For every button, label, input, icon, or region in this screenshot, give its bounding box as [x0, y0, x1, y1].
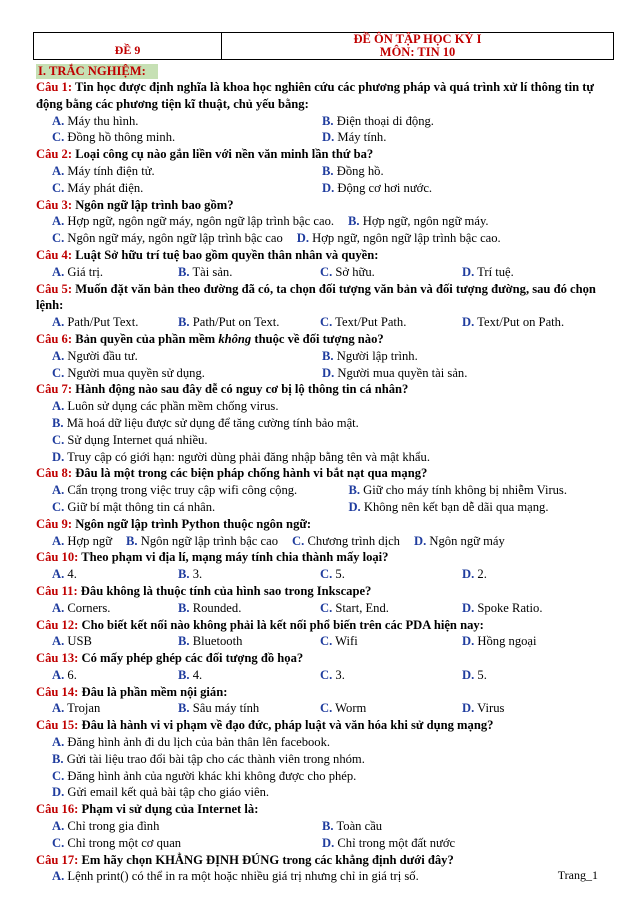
- option-c[interactable]: C. Người mua quyền sử dụng.: [52, 365, 205, 380]
- option-d[interactable]: D. Spoke Ratio.: [462, 600, 543, 615]
- page-number: Trang_1: [557, 868, 598, 882]
- option-d[interactable]: D. Truy cập có giới hạn: người dùng phải đăng nhập bằng tên và mật khẩu.: [52, 449, 430, 464]
- question-number: Câu 13:: [36, 651, 79, 666]
- question-number: Câu 5:: [36, 281, 73, 296]
- question-10: [36, 549, 610, 583]
- option-c[interactable]: C. Giữ bí mật thông tin cá nhân.: [52, 499, 216, 514]
- question-number: Câu 1:: [36, 80, 73, 94]
- option-b[interactable]: B. Ngôn ngữ lập trình bậc cao: [126, 533, 279, 548]
- question-17: [36, 852, 610, 886]
- question-number: Câu 10:: [36, 550, 79, 565]
- option-c[interactable]: C. Sử dụng Internet quá nhiều.: [52, 432, 208, 447]
- option-d[interactable]: D. Text/Put on Path.: [462, 315, 565, 330]
- question-text: Đâu là hành vi vi phạm về đạo đức, pháp luật và văn hóa khi sử dụng mạng?: [81, 718, 494, 733]
- option-b[interactable]: B. 3.: [178, 567, 203, 582]
- question-11: [36, 583, 610, 617]
- option-b[interactable]: B. Đồng hồ.: [322, 163, 384, 178]
- question-9: [36, 516, 610, 550]
- question-7: [36, 381, 610, 465]
- question-text: Ngôn ngữ lập trình Python thuộc ngôn ngữ:: [75, 516, 312, 531]
- option-c[interactable]: C. Máy phát điện.: [52, 180, 144, 195]
- option-c[interactable]: C. Text/Put Path.: [320, 315, 407, 330]
- question-text: Ngôn ngữ lập trình bao gồm?: [75, 197, 234, 212]
- option-d[interactable]: D. Hợp ngữ, ngôn ngữ lập trình bậc cao.: [296, 231, 501, 246]
- option-b[interactable]: B. Gửi tài liệu trao đổi bài tập cho các thành viên trong nhóm.: [52, 751, 365, 766]
- question-1: [36, 79, 610, 146]
- question-text: Hành động nào sau đây dễ có nguy cơ bị lộ thông tin cá nhân?: [75, 382, 409, 397]
- question-number: Câu 17:: [36, 852, 79, 867]
- option-a[interactable]: A. 6.: [52, 667, 77, 682]
- question-number: Câu 16:: [36, 802, 79, 817]
- option-a[interactable]: A. USB: [52, 634, 92, 649]
- option-a[interactable]: A. Đăng hình ảnh đi du lịch của bản thân lên facebook.: [52, 735, 331, 750]
- option-c[interactable]: C. Ngôn ngữ máy, ngôn ngữ lập trình bậc cao: [52, 231, 283, 246]
- question-15: [36, 717, 610, 801]
- option-d[interactable]: D. Virus: [462, 701, 505, 716]
- option-a[interactable]: A. Cẩn trọng trong việc truy cập wifi công cộng.: [52, 483, 298, 498]
- question-number: Câu 12:: [36, 617, 79, 632]
- question-number: Câu 14:: [36, 684, 79, 699]
- option-c[interactable]: C. Đồng hồ thông minh.: [52, 130, 176, 145]
- exam-title-block: [222, 33, 613, 59]
- option-c[interactable]: C. 3.: [320, 667, 345, 682]
- question-16: [36, 801, 610, 851]
- exam-header: [33, 32, 614, 60]
- question-text: Bản quyền của phần mềm không thuộc về đối tượng nào?: [75, 331, 384, 346]
- option-b[interactable]: B. Bluetooth: [178, 634, 243, 649]
- option-b[interactable]: B. Mã hoá dữ liệu được sử dụng để tăng cường tính bảo mật.: [52, 415, 359, 430]
- question-number: Câu 3:: [36, 197, 73, 212]
- option-d[interactable]: D. Trí tuệ.: [462, 264, 514, 279]
- option-a[interactable]: A. Máy thu hình.: [52, 113, 139, 128]
- section-title: I. TRẮC NGHIỆM:: [36, 64, 158, 79]
- option-b[interactable]: B. Giữ cho máy tính không bị nhiễm Virus.: [348, 483, 567, 498]
- question-5: [36, 281, 610, 331]
- option-c[interactable]: C. Đăng hình ảnh của người khác khi không được cho phép.: [52, 768, 357, 783]
- question-number: Câu 4:: [36, 247, 73, 262]
- exam-title: ĐỀ ÔN TẬP HỌC KỲ I: [353, 32, 482, 46]
- option-d[interactable]: D. Hồng ngoại: [462, 634, 537, 649]
- option-a[interactable]: A. Path/Put Text.: [52, 315, 139, 330]
- question-text: Có mấy phép ghép các đối tượng đồ họa?: [81, 651, 304, 666]
- option-d[interactable]: D. Máy tính.: [322, 130, 387, 145]
- option-c[interactable]: C. Sở hữu.: [320, 264, 375, 279]
- option-a[interactable]: A. Luôn sử dụng các phần mềm chống virus.: [52, 399, 279, 414]
- question-number: Câu 6:: [36, 331, 73, 346]
- option-a[interactable]: A. Hợp ngữ, ngôn ngữ máy, ngôn ngữ lập trình bậc cao.: [52, 214, 335, 229]
- exam-content: [36, 64, 610, 885]
- question-text: Phạm vi sử dụng của Internet là:: [81, 802, 259, 817]
- option-a[interactable]: A. Lệnh print() có thể in ra một hoặc nhiều giá trị nhưng chỉ in giá trị số.: [52, 869, 419, 884]
- option-b[interactable]: B. Sâu máy tính: [178, 701, 260, 716]
- question-13: [36, 650, 610, 684]
- question-14: [36, 684, 610, 718]
- option-a[interactable]: A. Chỉ trong gia đình: [52, 819, 160, 834]
- option-d[interactable]: D. Người mua quyền tài sản.: [322, 365, 468, 380]
- option-d[interactable]: D. 5.: [462, 667, 487, 682]
- question-6: [36, 331, 610, 381]
- option-a[interactable]: A. Giá trị.: [52, 264, 104, 279]
- option-d[interactable]: D. Ngôn ngữ máy: [413, 533, 505, 548]
- option-a[interactable]: A. Corners.: [52, 600, 111, 615]
- option-b[interactable]: B. Tài sản.: [178, 264, 233, 279]
- option-c[interactable]: C. Chương trình dịch: [292, 533, 400, 548]
- option-a[interactable]: A. Hợp ngữ: [52, 533, 113, 548]
- option-b[interactable]: B. Hợp ngữ, ngôn ngữ máy.: [348, 214, 489, 229]
- question-text: Loại công cụ nào gắn liền với nền văn minh lần thứ ba?: [75, 147, 374, 162]
- option-d[interactable]: D. Động cơ hơi nước.: [322, 180, 433, 195]
- question-8: [36, 465, 610, 515]
- option-a[interactable]: A. Người đầu tư.: [52, 348, 138, 363]
- question-number: Câu 7:: [36, 382, 73, 397]
- question-text: Cho biết kết nối nào không phải là kết nối phổ biến trên các PDA hiện nay:: [81, 617, 484, 632]
- question-text: Đâu là một trong các biện pháp chống hành vi bắt nạt qua mạng?: [75, 466, 428, 481]
- question-number: Câu 8:: [36, 466, 73, 481]
- option-d[interactable]: D. Chỉ trong một đất nước: [322, 835, 456, 850]
- option-c[interactable]: C. 5.: [320, 567, 345, 582]
- question-4: [36, 247, 610, 281]
- exam-code: ĐỀ 9: [34, 33, 222, 59]
- option-d[interactable]: D. Không nên kết bạn dễ dãi qua mạng.: [348, 499, 549, 514]
- option-b[interactable]: B. Rounded.: [178, 600, 242, 615]
- option-a[interactable]: A. Máy tính điện tử.: [52, 163, 155, 178]
- question-text: Luật Sở hữu trí tuệ bao gồm quyền thân nhân và quyền:: [75, 247, 379, 262]
- option-c[interactable]: C. Wifi: [320, 634, 358, 649]
- question-text: Tin học được định nghĩa là khoa học nghiên cứu các phương pháp và quá trình xử lí thông tin tự động bằng các phương tiện kĩ thuật, chủ yếu bằng:: [36, 80, 594, 111]
- question-text: Em hãy chọn KHẲNG ĐỊNH ĐÚNG trong các khẳng định dưới đây?: [81, 852, 454, 867]
- option-b[interactable]: B. Người lập trình.: [322, 348, 418, 363]
- option-c[interactable]: C. Chỉ trong một cơ quan: [52, 835, 182, 850]
- question-number: Câu 2:: [36, 147, 73, 162]
- option-a[interactable]: A. Trojan: [52, 701, 101, 716]
- question-number: Câu 15:: [36, 718, 79, 733]
- option-b[interactable]: B. Toàn cầu: [322, 819, 383, 834]
- option-b[interactable]: B. 4.: [178, 667, 203, 682]
- option-a[interactable]: A. 4.: [52, 567, 77, 582]
- question-number: Câu 9:: [36, 516, 73, 531]
- question-text: Đâu là phần mềm nội gián:: [81, 684, 228, 699]
- question-12: [36, 617, 610, 651]
- question-2: [36, 146, 610, 196]
- option-b[interactable]: B. Điện thoại di động.: [322, 113, 434, 128]
- question-text: Theo phạm vi địa lí, mạng máy tính chia thành mấy loại?: [81, 550, 389, 565]
- question-3: [36, 197, 610, 247]
- option-d[interactable]: D. 2.: [462, 567, 487, 582]
- question-number: Câu 11:: [36, 583, 78, 598]
- option-c[interactable]: C. Worm: [320, 701, 367, 716]
- option-d[interactable]: D. Gửi email kết quả bài tập cho giáo viên.: [52, 785, 270, 800]
- question-text: Muốn đặt văn bản theo đường đã có, ta chọn đối tượng văn bản và đối tượng đường, sau đó chọn lệnh:: [36, 281, 596, 313]
- exam-subject: MÔN: TIN 10: [379, 45, 456, 59]
- question-text: Đâu không là thuộc tính của hình sao trong Inkscape?: [80, 583, 372, 598]
- option-c[interactable]: C. Start, End.: [320, 600, 389, 615]
- option-b[interactable]: B. Path/Put on Text.: [178, 315, 280, 330]
